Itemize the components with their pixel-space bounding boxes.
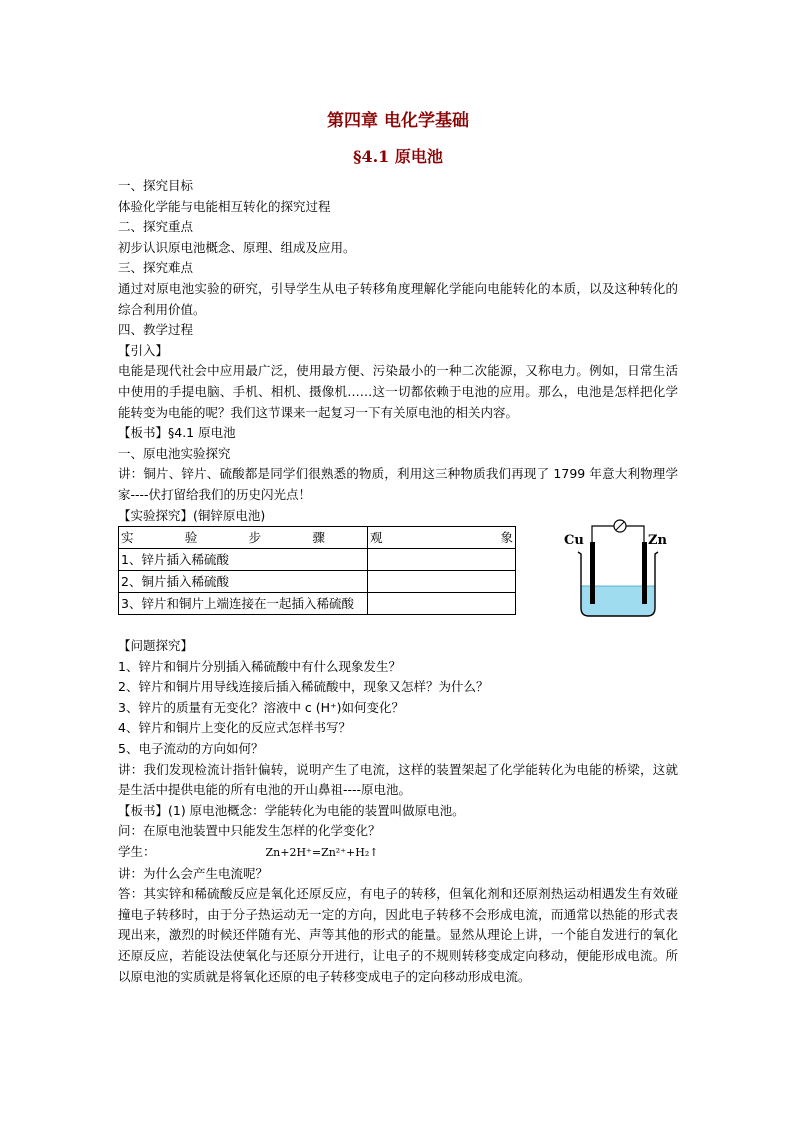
question-item: 4、锌片和铜片上变化的反应式怎样书写？ (118, 720, 351, 736)
intro-text: 电能是现代社会中应用最广泛，使用最方便、污染最小的一种二次能源，又称电力。例如，日常生活中使用的手提电脑、手机、相机、摄像机……这一切都依赖于电池的应用。那么，电池是怎样把化学能转变为电能的呢？我们这节课来一起复习一下有关原电池的相关内容。 (118, 363, 678, 420)
question-item: 3、锌片的质量有无变化？溶液中 c (H⁺)如何变化？ (118, 699, 405, 715)
goal-heading: 一、探究目标 (118, 178, 194, 193)
subsection-heading: 一、原电池实验探究 (118, 445, 231, 461)
explain-text: 讲：我们发现检流计指针偏转，说明产生了电流，这样的装置架起了化学能转化为电能的桥梁，这就是生活中提供电能的所有电池的开山鼻祖----原电池。 (118, 761, 678, 798)
why-current-question: 讲：为什么会产生电流呢？ (118, 865, 269, 881)
chapter-title: 第四章 电化学基础 (327, 111, 469, 131)
observation-header (368, 527, 516, 549)
table-row (119, 593, 516, 615)
question-item: 5、电子流动的方向如何？ (118, 741, 264, 757)
step-cell: 1、锌片插入稀硫酸 (119, 549, 368, 571)
reaction-formula: Zn+2H⁺=Zn²⁺+H₂↑ (265, 846, 379, 860)
question-item: 2、锌片和铜片用导线连接后插入稀硫酸中，现象又怎样？为什么？ (118, 679, 489, 695)
zinc-electrode (642, 542, 647, 604)
galvanic-cell-diagram (558, 512, 678, 624)
observation-cell (368, 571, 516, 593)
steps-header-char: 步 (248, 530, 262, 546)
focus-heading: 二、探究重点 (118, 219, 194, 235)
experiment-table (118, 526, 516, 615)
observation-cell (368, 549, 516, 571)
steps-header-char: 验 (184, 530, 198, 546)
question-ask: 问：在原电池装置中只能发生怎样的化学变化？ (118, 823, 381, 839)
intro-tag: 【引入】 (118, 342, 169, 358)
experiment-area (118, 526, 678, 636)
copper-electrode (590, 542, 595, 604)
difficulty-heading: 三、探究难点 (118, 260, 194, 276)
difficulty-text: 通过对原电池实验的研究，引导学生从电子转移角度理解化学能向电能转化的本质，以及这种转化的综合利用价值。 (118, 280, 678, 317)
observation-header-char: 象 (500, 530, 513, 546)
observation-cell (368, 593, 516, 615)
section-title: §4.1 原电池 (353, 147, 443, 166)
copper-label: Cu (564, 533, 584, 549)
step-cell: 3、锌片和铜片上端连接在一起插入稀硫酸 (119, 593, 368, 615)
steps-header (119, 527, 368, 549)
board-note: 【板书】§4.1 原电池 (118, 425, 236, 441)
step-cell: 2、铜片插入稀硫酸 (119, 571, 368, 593)
wire-left (592, 526, 614, 542)
focus-text: 初步认识原电池概念、原理、组成及应用。 (118, 239, 356, 255)
answer-text: 答：其实锌和稀硫酸反应是氧化还原反应，有电子的转移，但氧化剂和还原剂热运动相遇发生有效碰撞电子转移时，由于分子热运动无一定的方向，因此电子转移不会形成电流，而通常以热能的形式表现出来，激烈的时候还伴随有光、声等其他的形式的能量。显然从理论上讲，一个能自发进行的氧化还原反应，若能设法使氧化与还原分开进行，让电子的不规则转移变成定向移动，便能形成电流。所以原电池的实质就是将氧化还原的电子转移变成电子的定向移动形成电流。 (118, 886, 678, 984)
student-answer-line (118, 842, 678, 864)
table-header-row (119, 527, 516, 549)
concept-board-note: 【板书】(1) 原电池概念：学能转化为电能的装置叫做原电池。 (118, 802, 465, 818)
goal-text: 体验化学能与电能相互转化的探究过程 (118, 198, 331, 214)
experiment-title: 【实验探究】(铜锌原电池) (118, 507, 266, 523)
table-row (119, 571, 516, 593)
student-label: 学生： (118, 844, 156, 860)
talk-text: 讲：铜片、锌片、硫酸都是同学们很熟悉的物质，利用这三种物质我们再现了 1799 年意大利物理学家----伏打留给我们的历史闪光点！ (118, 466, 678, 502)
steps-header-char: 骤 (312, 530, 325, 546)
question-item: 1、锌片和铜片分别插入稀硫酸中有什么现象发生？ (118, 658, 401, 674)
wire-right (626, 526, 644, 542)
questions-tag: 【问题探究】 (118, 638, 194, 654)
process-heading: 四、教学过程 (118, 322, 194, 338)
document-page (118, 100, 678, 987)
steps-header-char: 实 (121, 530, 134, 546)
zinc-label: Zn (648, 533, 667, 549)
observation-header-char: 观 (370, 530, 383, 546)
table-row (119, 549, 516, 571)
